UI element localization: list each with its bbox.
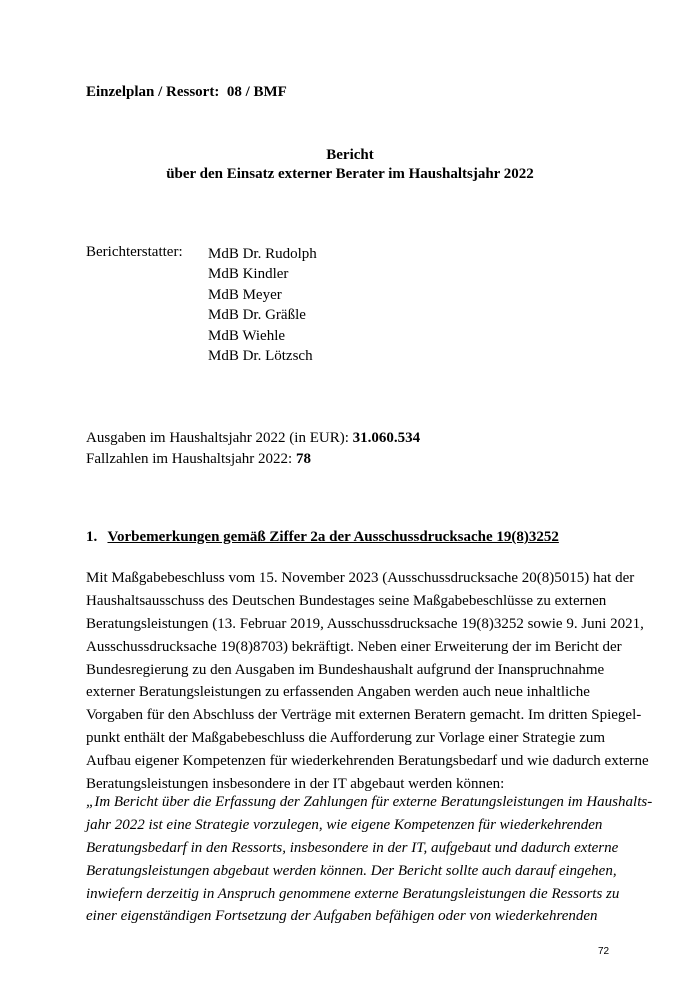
rapporteurs-label: Berichterstatter: (86, 244, 183, 260)
paragraph-line: Beratungsleistungen insbesondere in der IT abgebaut werden können: (86, 776, 505, 793)
cases-value: 78 (295, 451, 311, 467)
body-paragraph (86, 567, 649, 796)
paragraph-line: Bundesregierung zu den Ausgaben im Bundeshaushalt aufgrund der Inanspruchnahme (86, 661, 605, 678)
paragraph-line: Ausschussdrucksache 19(8)8703) bekräftigt. Neben einer Erweiterung der im Bericht der (86, 638, 622, 655)
paragraph-line: Haushaltsausschuss des Deutschen Bundestages seine Maßgabebeschlüsse zu externen (86, 592, 607, 609)
report-subtitle: über den Einsatz externer Berater im Haushaltsjahr 2022 (166, 166, 534, 182)
section-number: 1. (86, 529, 98, 545)
einzelplan-label: Einzelplan / Ressort: (86, 84, 220, 100)
paragraph-line: Vorgaben für den Abschluss der Verträge mit externen Beratern gemacht. Im dritten Spiegel- (86, 707, 642, 724)
expenses-label: Ausgaben im Haushaltsjahr 2022 (in EUR): (86, 430, 349, 446)
quote-line: jahr 2022 ist eine Strategie vorzulegen, wie eigene Kompetenzen für wiederkehrenden (86, 816, 603, 833)
cases-label: Fallzahlen im Haushaltsjahr 2022: (86, 451, 293, 467)
rapporteur-name: MdB Wiehle (208, 327, 286, 344)
paragraph-line: Aufbau eigener Kompetenzen für wiederkehrenden Beratungsbedarf und wie dadurch externe (86, 753, 649, 770)
cases-line (86, 451, 311, 468)
paragraph-line: externer Beratungsleistungen zu erfassenden Angaben werden auch neue inhaltliche (86, 684, 590, 701)
expenses-value: 31.060.534 (352, 430, 421, 446)
section-heading (86, 529, 559, 546)
einzelplan-value: 08 / BMF (226, 84, 287, 100)
paragraph-line: Beratungsleistungen (13. Februar 2019, Ausschussdrucksache 19(8)3252 sowie 9. Juni 2021, (86, 615, 644, 632)
einzelplan-header (86, 84, 287, 101)
quote-line: einer eigenständigen Fortsetzung der Aufgaben befähigen oder von wiederkehrenden (86, 908, 598, 925)
report-title: Bericht (326, 147, 374, 163)
page-number: 72 (598, 946, 610, 957)
quote-line: Beratungsbedarf in den Ressorts, insbesondere in der IT, aufgebaut und dadurch externe (86, 839, 619, 856)
paragraph-line: punkt enthält der Maßgabebeschluss die Aufforderung zur Vorlage einer Strategie zum (86, 730, 606, 747)
quote-line: „Im Bericht über die Erfassung der Zahlungen für externe Beratungsleistungen im Haushalts- (86, 794, 653, 810)
rapporteur-name: MdB Dr. Gräßle (208, 307, 306, 324)
quote-line: Beratungsleistungen abgebaut werden können. Der Bericht sollte auch darauf eingehen, (86, 862, 617, 879)
section-title: Vorbemerkungen gemäß Ziffer 2a der Ausschussdrucksache 19(8)3252 (107, 529, 559, 545)
rapporteur-name: MdB Dr. Rudolph (208, 246, 317, 262)
rapporteur-name: MdB Dr. Lötzsch (208, 348, 313, 365)
quoted-resolution (86, 791, 653, 928)
expenses-line (86, 430, 420, 447)
quote-line: inwiefern derzeitig in Anspruch genommene externe Beratungsleistungen die Ressorts zu (86, 885, 620, 902)
rapporteurs-list (208, 244, 317, 366)
rapporteur-name: MdB Meyer (208, 286, 282, 303)
rapporteur-name: MdB Kindler (208, 266, 289, 283)
paragraph-line: Mit Maßgabebeschluss vom 15. November 2023 (Ausschussdrucksache 20(8)5015) hat der (86, 570, 635, 586)
